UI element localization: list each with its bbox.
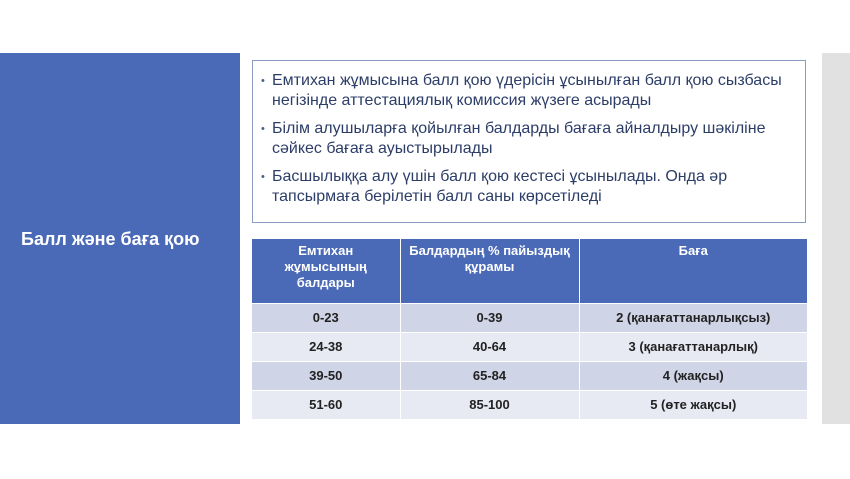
cell-points: 39-50 bbox=[252, 361, 400, 390]
header-exam-points: Емтихан жұмысының балдары bbox=[252, 239, 400, 303]
cell-grade: 3 (қанағаттанарлық) bbox=[579, 332, 807, 361]
bullet-text: Емтихан жұмысына балл қою үдерісін ұсынылған балл қою сызбасы негізінде аттестациялық комиссия жүзеге асырады bbox=[272, 72, 782, 109]
cell-percent: 85-100 bbox=[400, 390, 579, 419]
cell-points: 51-60 bbox=[252, 390, 400, 419]
cell-grade: 5 (өте жақсы) bbox=[579, 390, 807, 419]
bullet-item bbox=[261, 119, 797, 159]
table-row bbox=[252, 303, 807, 332]
cell-grade: 4 (жақсы) bbox=[579, 361, 807, 390]
header-grade: Баға bbox=[579, 239, 807, 303]
side-strip bbox=[822, 53, 850, 424]
table-row bbox=[252, 332, 807, 361]
slide-title: Балл және баға қою bbox=[21, 229, 200, 249]
cell-percent: 40-64 bbox=[400, 332, 579, 361]
cell-points: 0-23 bbox=[252, 303, 400, 332]
bullet-text: Басшылыққа алу үшін балл қою кестесі ұсынылады. Онда әр тапсырмаға берілетін балл саны көрсетіледі bbox=[272, 168, 728, 205]
cell-percent: 0-39 bbox=[400, 303, 579, 332]
table-row bbox=[252, 390, 807, 419]
bullet-text: Білім алушыларға қойылған балдарды бағаға айналдыру шәкіліне сәйкес бағаға ауыстырылады bbox=[272, 120, 766, 157]
cell-points: 24-38 bbox=[252, 332, 400, 361]
bullet-item bbox=[261, 71, 797, 111]
bullet-icon: • bbox=[261, 123, 265, 135]
bullet-icon: • bbox=[261, 75, 265, 87]
bullet-icon: • bbox=[261, 171, 265, 183]
grade-table bbox=[252, 239, 807, 419]
table-header-row bbox=[252, 239, 807, 303]
bullet-text-box bbox=[252, 60, 806, 223]
cell-percent: 65-84 bbox=[400, 361, 579, 390]
cell-grade: 2 (қанағаттанарлықсыз) bbox=[579, 303, 807, 332]
table-row bbox=[252, 361, 807, 390]
bullet-item bbox=[261, 167, 797, 207]
header-percent: Балдардың % пайыздық құрамы bbox=[400, 239, 579, 303]
